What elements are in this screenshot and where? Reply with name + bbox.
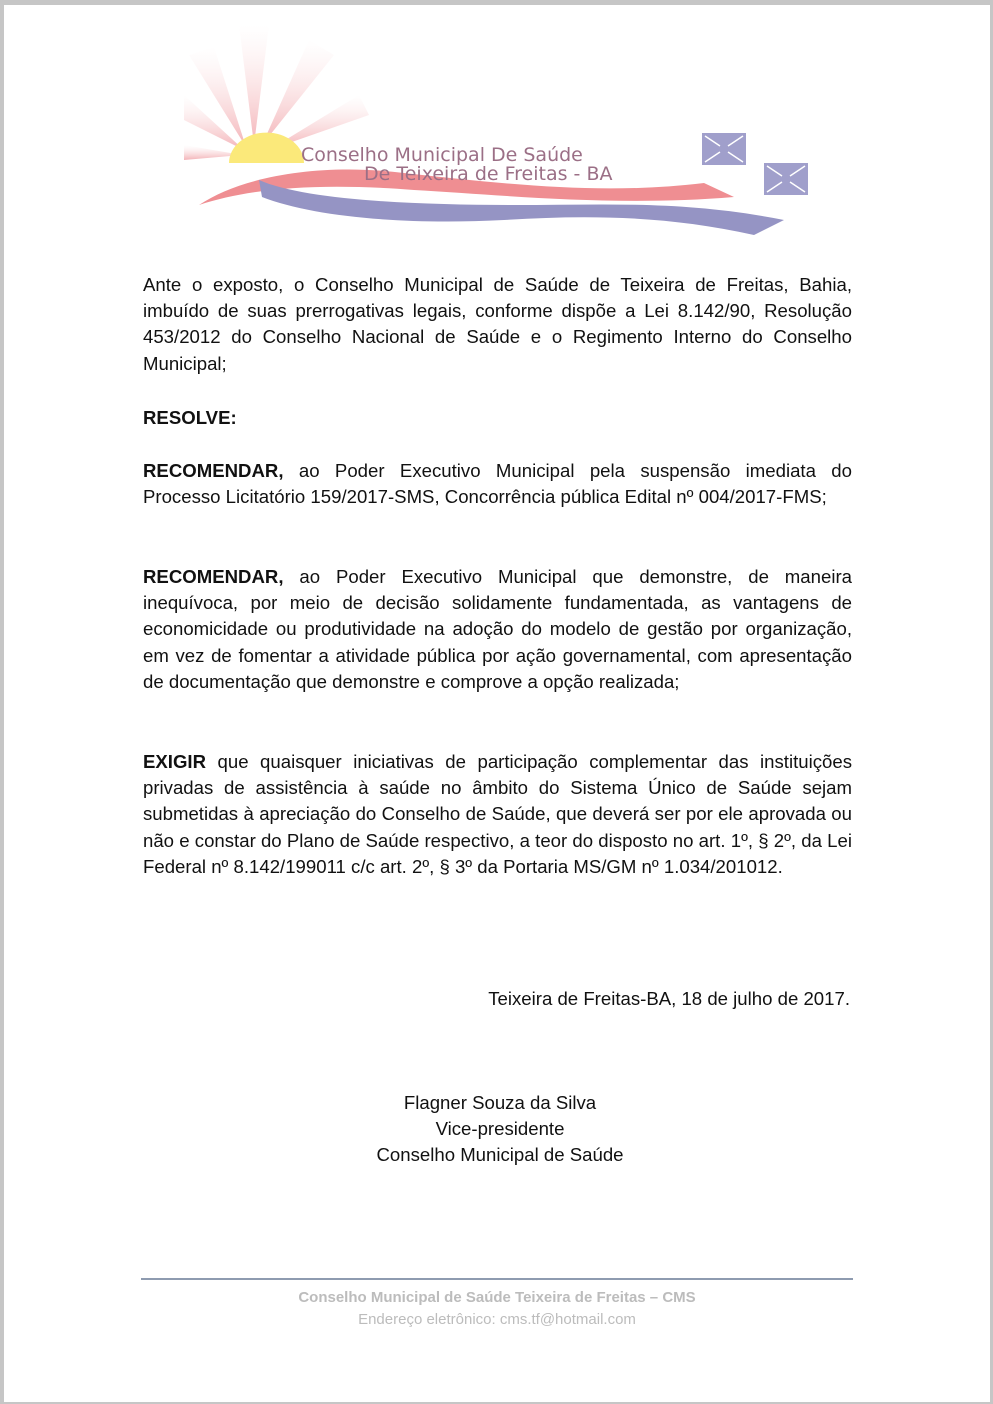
flag-icon	[764, 163, 808, 195]
signer-name: Flagner Souza da Silva	[403, 1092, 597, 1113]
signature-block	[304, 1090, 696, 1168]
resolution-text: que quaisquer iniciativas de participação complementar das instituições privadas de assistência à saúde no âmbito do Sistema Único de Saúde sejam submetidas à apreciação do Conselho de Saúde, que deverá ser por ele aprovada ou não e constar do Plano de Saúde respectivo, a teor do disposto no art. 1º, § 2º, da Lei Federal nº 8.142/199011 c/c art. 2º, § 3º da Portaria MS/GM nº 1.034/201012.	[143, 751, 852, 877]
place-date: Teixeira de Freitas-BA, 18 de julho de 2017.	[488, 988, 850, 1009]
resolution-item	[143, 564, 852, 695]
signer-organization: Conselho Municipal de Saúde	[376, 1144, 624, 1165]
resolution-text: ao Poder Executivo Municipal pela suspensão imediata do Processo Licitatório 159/2017-SMS, Concorrência pública Edital nº 004/2017-FMS;	[143, 460, 852, 508]
intro-paragraph: Ante o exposto, o Conselho Municipal de Saúde de Teixeira de Freitas, Bahia, imbuído de suas prerrogativas legais, conforme dispõe a Lei 8.142/90, Resolução 453/2012 do Conselho Nacional de Saúde e o Regimento Interno do Conselho Municipal;	[143, 274, 852, 374]
resolution-item	[143, 749, 852, 880]
document-page	[4, 5, 990, 1402]
resolution-keyword: RECOMENDAR,	[143, 566, 284, 587]
footer-email: Endereço eletrônico: cms.tf@hotmail.com	[358, 1311, 636, 1328]
council-logo	[184, 25, 844, 245]
logo-title-line1: Conselho Municipal De Saúde	[301, 144, 583, 166]
flag-icon	[702, 133, 746, 165]
resolve-heading: RESOLVE:	[143, 407, 237, 428]
signer-role: Vice-presidente	[435, 1118, 565, 1139]
resolution-item	[143, 458, 852, 510]
resolution-text: ao Poder Executivo Municipal que demonstre, de maneira inequívoca, por meio de decisão solidamente fundamentada, as vantagens de economicidade ou produtividade na adoção do modelo de gestão por organização, em vez de fomentar a atividade pública por ação governamental, com apresentação de documentação que demonstre e comprove a opção realizada;	[143, 566, 852, 692]
resolution-keyword: RECOMENDAR,	[143, 460, 284, 481]
resolution-keyword: EXIGIR	[143, 751, 207, 772]
footer-title: Conselho Municipal de Saúde Teixeira de Freitas – CMS	[298, 1289, 696, 1306]
footer-divider	[141, 1278, 853, 1280]
logo-title-line2: De Teixeira de Freitas - BA	[364, 163, 613, 185]
